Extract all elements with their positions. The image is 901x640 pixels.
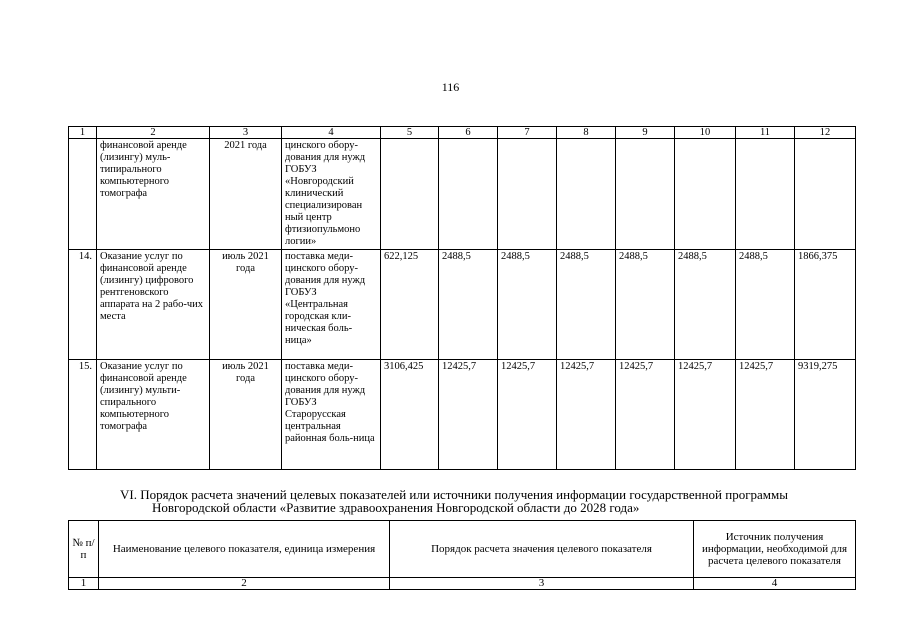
value-cell xyxy=(736,139,795,250)
value-cell: 12425,7 xyxy=(557,360,616,470)
value-cell: 2488,5 xyxy=(675,250,736,360)
activity-name: Оказание услуг по финансовой аренде (лизингу) цифрового рентгеновского аппарата на 2 рабо-чих места xyxy=(97,250,210,360)
table-header-row xyxy=(69,521,856,578)
value-cell xyxy=(498,139,557,250)
section-heading-line: Новгородской области «Развитие здравоохранения Новгородской области до 2028 года» xyxy=(152,500,640,515)
value-cell: 2488,5 xyxy=(616,250,675,360)
column-header: 7 xyxy=(498,127,557,139)
activity-date: июль 2021 года xyxy=(210,360,282,470)
value-cell: 1866,375 xyxy=(795,250,856,360)
value-cell xyxy=(381,139,439,250)
column-header: 4 xyxy=(282,127,381,139)
activity-result: поставка меди-цинского обору-дования для нужд ГОБУЗ Старорусская центральная районная боль-ница xyxy=(282,360,381,470)
section-heading-line: VI. Порядок расчета значений целевых показателей или источники получения информации государственной программы xyxy=(120,487,788,502)
column-number-row xyxy=(69,578,856,590)
column-header: 10 xyxy=(675,127,736,139)
value-cell: 9319,275 xyxy=(795,360,856,470)
column-number: 4 xyxy=(694,578,856,590)
activity-name: Оказание услуг по финансовой аренде (лизингу) мульти-спирального компьютерного томографа xyxy=(97,360,210,470)
value-cell: 622,125 xyxy=(381,250,439,360)
value-cell: 3106,425 xyxy=(381,360,439,470)
value-cell xyxy=(439,139,498,250)
column-header: 6 xyxy=(439,127,498,139)
column-header-calculation: Порядок расчета значения целевого показателя xyxy=(390,521,694,578)
table-row xyxy=(69,360,856,470)
column-number: 1 xyxy=(69,578,99,590)
value-cell: 2488,5 xyxy=(498,250,557,360)
column-header: 11 xyxy=(736,127,795,139)
value-cell: 2488,5 xyxy=(439,250,498,360)
row-number: 15. xyxy=(69,360,97,470)
value-cell: 12425,7 xyxy=(498,360,557,470)
column-header: 1 xyxy=(69,127,97,139)
value-cell: 2488,5 xyxy=(736,250,795,360)
program-activities-table xyxy=(68,126,856,470)
value-cell xyxy=(675,139,736,250)
value-cell xyxy=(795,139,856,250)
column-number: 2 xyxy=(99,578,390,590)
column-header: 8 xyxy=(557,127,616,139)
indicator-calculation-table xyxy=(68,520,856,590)
activity-date: июль 2021 года xyxy=(210,250,282,360)
activity-result: цинского обору-дования для нужд ГОБУЗ «Новгородский клинический специализирован ный центр фтизиопульмоно логии» xyxy=(282,139,381,250)
value-cell xyxy=(557,139,616,250)
section-heading xyxy=(120,488,850,514)
activity-result: поставка меди-цинского обору-дования для нужд ГОБУЗ «Центральная городская кли-ническая боль-ница» xyxy=(282,250,381,360)
table-header-row xyxy=(69,127,856,139)
value-cell xyxy=(616,139,675,250)
column-header: 5 xyxy=(381,127,439,139)
column-number: 3 xyxy=(390,578,694,590)
table-row xyxy=(69,250,856,360)
column-header: 12 xyxy=(795,127,856,139)
value-cell: 12425,7 xyxy=(736,360,795,470)
column-header: 2 xyxy=(97,127,210,139)
page-number: 116 xyxy=(441,80,460,94)
activity-name: финансовой аренде (лизингу) муль-типирального компьютерного томографа xyxy=(97,139,210,250)
column-header-number: № п/п xyxy=(69,521,99,578)
value-cell: 12425,7 xyxy=(439,360,498,470)
column-header-indicator: Наименование целевого показателя, единица измерения xyxy=(99,521,390,578)
row-number xyxy=(69,139,97,250)
value-cell: 2488,5 xyxy=(557,250,616,360)
row-number: 14. xyxy=(69,250,97,360)
activity-date: 2021 года xyxy=(210,139,282,250)
column-header: 9 xyxy=(616,127,675,139)
value-cell: 12425,7 xyxy=(675,360,736,470)
table-row xyxy=(69,139,856,250)
column-header-source: Источник получения информации, необходимой для расчета целевого показателя xyxy=(694,521,856,578)
value-cell: 12425,7 xyxy=(616,360,675,470)
column-header: 3 xyxy=(210,127,282,139)
